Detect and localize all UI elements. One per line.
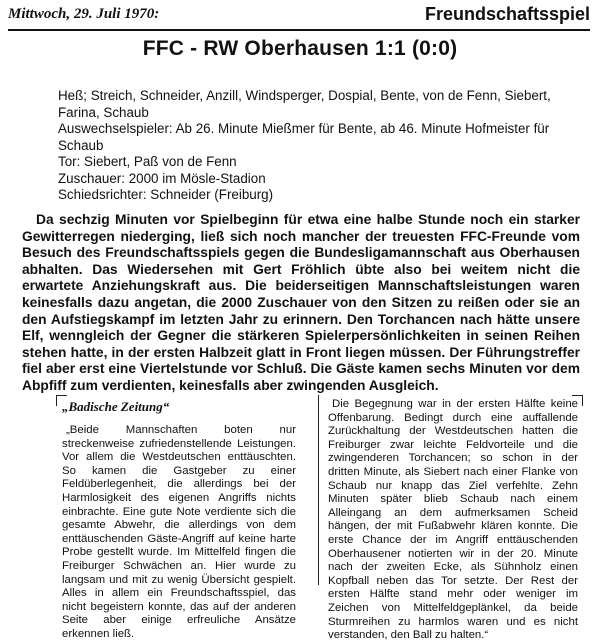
- lineup-players: Heß; Streich, Schneider, Anzill, Windsperger, Dospial, Bente, von de Fenn, Siebert, Farina, Schaub: [58, 88, 551, 120]
- press-left-text: „Beide Mannschaften boten nur streckenweise zufriedenstellende Leistungen. Vor allem die Westdeutschen enttäuschten. So kamen die Gastgeber zu einer Feldüberlegenheit, die allerdings bei der Harmlosigkeit des eigenen Angriffs nichts einbrachte. Eine gute Note verdiente sich die gesamte Abwehr, die allerdings von dem enttäuschenden Gäste-Angriff auf keine harte Probe gestellt wurde. Im Mittelfeld fingen die Freiburger Schwächen an. Hier wurde zu langsam und mit zu wenig Übersicht gespielt. Alles in allem ein Freundschaftsspiel, das nicht begeistern konnte, das auf der anderen Seite aber einige erfreuliche Ansätze erkennen ließ.: [62, 424, 296, 640]
- lineup-spectators: Zuschauer: 2000 im Mösle-Stadion: [58, 170, 266, 186]
- section-title: Freundschaftsspiel: [424, 4, 590, 24]
- lineup-referee: Schiedsrichter: Schneider (Freiburg): [58, 187, 274, 202]
- lineup-substitutes: Auswechselspieler: Ab 26. Minute Mießmer für Bente, ab 46. Minute Hofmeister für Schaub: [58, 121, 550, 153]
- press-source: „Badische Zeitung“: [62, 399, 170, 414]
- press-column-right: [328, 398, 578, 643]
- date-line: Mittwoch, 29. Juli 1970:: [8, 6, 160, 22]
- report-paragraph: Da sechzig Minuten vor Spielbeginn für etwa eine halbe Stunde noch ein starker Gewitterregen niederging, ließ sich noch mancher der treuesten FFC-Freunde vom Besuch des Freundschaftsspiels gegen die Bundesligamannschaft aus Oberhausen abhalten. Das Wiedersehen mit Gert Fröhlich übte also bei weitem nicht die erwartete Anziehungskraft aus. Die beiderseitigen Mannschaftsleistungen waren keinesfalls dazu angetan, die 2000 Zuschauer von den Sitzen zu reißen oder sie an den Aufstiegskampf im letzten Jahr zu erinnern. Den Torchancen nach hätte unsere Elf, wenngleich der Gegner die stärkeren Spielerpersönlichkeiten in seinen Reihen stehen hatte, in der ersten Halbzeit glatt in Front liegen müssen. Der Führungstreffer fiel aber erst eine Viertelstunde vor Schluß. Die Gäste kamen sechs Minuten vor dem Abpfiff zum verdienten, keinesfalls aber zwingenden Ausgleich.: [22, 212, 580, 393]
- match-headline: FFC - RW Oberhausen 1:1 (0:0): [142, 37, 458, 60]
- header: [8, 4, 590, 26]
- match-report: [22, 212, 580, 395]
- press-right-text: Die Begegnung war in der ersten Hälfte keine Offenbarung. Bedingt durch eine auffallende Zurückhaltung der Westdeutschen hatten die Freiburger zwar leichte Feldvorteile und die zwingenderen Torchancen; so schon in der dritten Minute, als Siebert nach einer Flanke von Schaub nur knapp das Ziel verfehlte. Zehn Minuten später blieb Schaub nach einem Alleingang an dem aufmerksamen Scheid hängen, der mit Fußabwehr klären konnte. Die erste Chance der im Angriff enttäuschenden Oberhausener notierten wir in der 20. Minute nach der zweiten Ecke, als Sühnholz einen Kopfball neben das Tor setzte. Der Rest der ersten Hälfte stand mehr oder weniger im Zeichen von Mittelfeldgeplänkel, da beide Sturmreihen zu harmlos waren und es nicht verstanden, den Ball zu halten.“: [328, 398, 578, 642]
- column-divider: [318, 395, 319, 585]
- press-column-left: [62, 424, 296, 642]
- header-rule: [8, 29, 590, 31]
- lineup-goals: Tor: Siebert, Paß von de Fenn: [58, 154, 237, 169]
- lineup-block: [58, 88, 580, 204]
